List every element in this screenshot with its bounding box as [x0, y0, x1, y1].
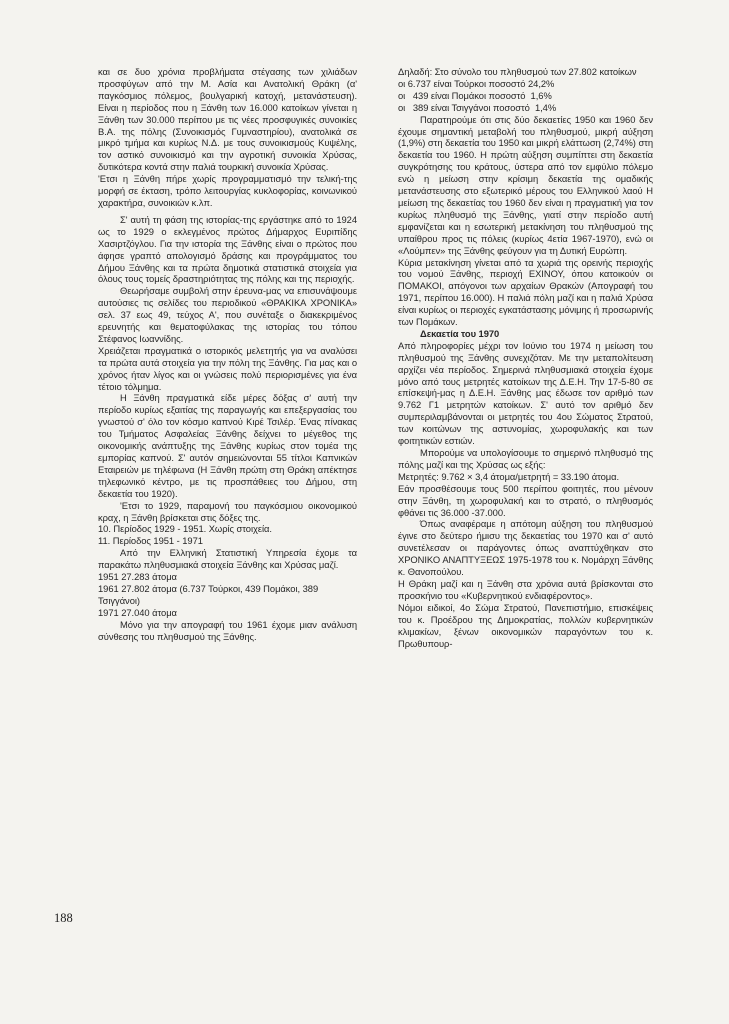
paragraph: Από πληροφορίες μέχρι τον Ιούνιο του 1974 η μείωση του πληθυσμού της Ξάνθης συνεχιζόταν. Με την μεταπολίτευση αρχίζει νέα περίοδος. Σημερινά πληθυσμιακά στοιχεία έχομε μόνο από τους μετρητές κατοίκων της Δ.Ε.Η. Την 17-5-80 σε επίσκεψή-μας η Δ.Ε.Η. Ξάνθης μας έδωσε τον αριθμό των 9.762 Γ1 μετρητών κατοίκων. Σ' αυτό τον αριθμό δεν συμπεριλαμβάνονται οι μετρητές του 4ου Σώματος Στρατού, των κοιτώνων της αστυνομίας, χωροφυλακής και των φοιτητικών εστιών. — [398, 339, 653, 447]
paragraph: 'Ετσι το 1929, παραμονή του παγκόσμιου οικονομικού κραχ, η Ξάνθη βρίσκεται στις δόξες της. — [98, 499, 357, 523]
population-row: 1961 27.802 άτομα (6.737 Τούρκοι, 439 Πομάκοι, 389 Τσιγγάνοι) — [98, 582, 319, 606]
paragraph: Χρειάζεται πραγματικά ο ιστορικός μελετητής για να αναλύσει τα πρώτα αυτά στοιχεία για την πόλη της Ξάνθης. Για μας και ο χρόνος ήταν λίγος και οι γνώσεις πολύ περιορισμένες για ένα τέτοιο τόλμημα. — [98, 344, 357, 392]
paragraph: Εάν προσθέσουμε τους 500 περίπου φοιτητές, που μένουν στην Ξάνθη, τη χωροφυλακή και το στρατό, ο πληθυσμός φθάνει τις 36.000 -37.000. — [398, 482, 653, 518]
formula: Μετρητές: 9.762 × 3,4 άτομα/μετρητή = 33.190 άτομα. — [398, 470, 620, 482]
right-column — [398, 66, 653, 649]
paragraph: Σ' αυτή τη φάση της ιστορίας-της εργάστηκε από το 1924 ως το 1929 ο εκλεγμένος πρώτος Δήμαρχος Ευριπίδης Χασιρτζόγλου. Για την ιστορία της Ξάνθης είναι ο πρώτος που άφησε γραπτό απολογισμό δράσης και προγράμματος του Δήμου Ξάνθης και τα πρώτα δημοτικά στατιστικά στοιχεία για όλους τους τομείς δραστηριότητας της πόλης και της περιοχής. — [98, 213, 357, 285]
paragraph: και σε δυο χρόνια προβλήματα στέγασης των χιλιάδων προσφύγων από την Μ. Ασία και Ανατολική Θράκη (α' παγκόσμιος πόλεμος, βουλγαρική κατοχή, μετανάστευση). Είναι η περίοδος που η Ξάνθη των 16.000 κατοίκων γίνεται η Ξάνθη των 30.000 περίπου με τις νέες προσφυγικές συνοικίες Β.Α. της πόλης (Συνοικισμός Γυμναστηρίου), ανατολικά σε μικρό τμήμα και κυρίως Ν.Δ. με τους συνοικισμούς Κυψέλης, τον αστικό συνοικισμό και την αγροτική συνοικία Χρύσας, δυτικότερα κοντά στην παλιά τουρκική συνοικία Χρύσας. — [98, 66, 357, 173]
section-heading: 10. Περίοδος 1929 - 1951. Χωρίς στοιχεία. — [98, 523, 272, 535]
paragraph: Νόμοι ειδικοί, 4ο Σώμα Στρατού, Πανεπιστήμιο, επισκέψεις του κ. Προέδρου της Δημοκρατίας, πολλών κυβερνητικών κλιμακίων, ξένων οικονομικών παραγόντων του κ. Πρωθυπουρ- — [398, 601, 653, 649]
left-column — [98, 66, 357, 643]
section-heading: Δεκαετία του 1970 — [420, 327, 500, 339]
paragraph: Όπως αναφέραμε η απότομη αύξηση του πληθυσμού έγινε στο δεύτερο ήμισυ της δεκαετίας του 1970 και σ' αυτό συνετέλεσαν οι παράγοντες όπως αναπτύχθηκαν στο ΧΡΟΝΙΚΟ ΑΝΑΠΤΥΞΕΩΣ 1975-1978 του κ. Νομάρχη Ξάνθης κ. Θανοπούλου. — [398, 518, 653, 578]
breakdown-row: οι 389 είναι Τσιγγάνοι ποσοστό 1,4% — [398, 101, 557, 113]
page-number: 188 — [54, 911, 73, 925]
paragraph: Παρατηρούμε ότι στις δύο δεκαετίες 1950 και 1960 δεν έχουμε σημαντική μεταβολή του πληθυσμού, μικρή αύξηση (1,9%) στη δεκαετία του 1950 και μικρή ελάττωση (2,74%) στη δεκαετία του 1960. Η πρώτη αύξηση συμπίπτει στη δεκαετία συγκρότησης του κράτους, ύστερα από τον εμφύλιο πόλεμο ενώ η μείωση στην κρίσιμη δεκαετία της ομαδικής μετανάστευσης στο εξωτερικό μέρους του Ελληνικού λαού Η μείωση της δεκαετίας του 1960 δεν είναι η πραγματική για τον κυρίως πληθυσμό της Ξάνθης, γιατί στην περίοδο αυτή εμφανίζεται και η εσωτερική μετακίνηση του πληθυσμού της υπαίθρου προς τις πόλεις (κυρίως 4ετία 1967-1970), ενώ οι «Λούμπεν» της Ξάνθης φεύγουν για τη Δυτική Ευρώπη. — [398, 113, 653, 256]
breakdown-row: οι 439 είναι Πομάκοι ποσοστό 1,6% — [398, 89, 552, 101]
section-heading: 11. Περίοδος 1951 - 1971 — [98, 535, 203, 547]
paragraph: Η Ξάνθη πραγματικά είδε μέρες δόξας σ' αυτή την περίοδο κυρίως εξαιτίας της παραγωγής και επεξεργασίας του γνωστού σ' όλο τον κόσμο καπνού Κιρέ Τσιλέρ. Ένας πίνακας του Τμήματος Ασφαλείας Ξάνθης δείχνει το μέγεθος της οικονομικής ανάπτυξης της Ξάνθης κυρίως στον τομέα της εμπορίας καπνού. Σ' αυτόν σημειώνονται 55 τίτλοι Καπνικών Εταιρειών με τηλέφωνα (Η Ξάνθη πρώτη στη Θράκη απέκτησε τηλεφωνικό κέντρο, με τις προσπάθειες του Δήμου, στη δεκαετία του 1920). — [98, 392, 357, 499]
population-row: 1951 27.283 άτομα — [98, 571, 177, 583]
breakdown-row: οι 6.737 είναι Τούρκοι ποσοστό 24,2% — [398, 77, 555, 89]
paragraph: Από την Ελληνική Στατιστική Υπηρεσία έχομε τα παρακάτω πληθυσμιακά στοιχεία Ξάνθης και Χρύσας μαζί. — [98, 547, 357, 571]
paragraph: Θεωρήσαμε συμβολή στην έρευνα-μας να επισυνάψουμε αυτούσιες τις σελίδες του περιοδικού «ΘΡΑΚΙΚΑ ΧΡΟΝΙΚΑ» σελ. 37 εως 49, τεύχος Α', που συνέταξε ο διακεκριμένος ερευνητής και θεματοφύλακας της ιστορίας του τόπου Στέφανος Ιωαννίδης. — [98, 285, 357, 344]
paragraph: Μόνο για την απογραφή του 1961 έχομε μιαν ανάλυση σύνθεσης του πληθυσμού της Ξάνθης. — [98, 618, 357, 642]
population-row: 1971 27.040 άτομα — [98, 606, 177, 618]
paragraph: Η Θράκη μαζί και η Ξάνθη στα χρόνια αυτά βρίσκονται στο προσκήνιο του «Κυβερνητικού ενδιαφέροντος». — [398, 577, 653, 601]
paragraph: Μπορούμε να υπολογίσουμε το σημερινό πληθυσμό της πόλης μαζί και της Χρύσας ως εξής: — [398, 447, 653, 470]
paragraph: Κύρια μετακίνηση γίνεται από τα χωριά της ορεινής περιοχής του νομού Ξάνθης, περιοχή ΕΧΙΝΟΥ, όπου κατοικούν οι ΠΟΜΑΚΟΙ, απόγονοι των αρχαίων Θρακών (Απογραφή του 1971, περίπου 16.000). Η παλιά πόλη μαζί και η παλιά Χρύσα είναι κυρίως οι περιοχές εγκατάστασης μόνιμης ή προσωρινής των Πομάκων. — [398, 256, 653, 328]
paragraph: 'Ετσι η Ξάνθη πήρε χωρίς προγραμματισμό την τελική-της μορφή σε έκταση, τρόπο λειτουργίας κυκλοφορίας, κοινωνικού χαρακτήρα, συνοικιών κ.λπ. — [98, 173, 357, 208]
paragraph: Δηλαδή: Στο σύνολο του πληθυσμού των 27.802 κατοίκων — [398, 66, 637, 77]
